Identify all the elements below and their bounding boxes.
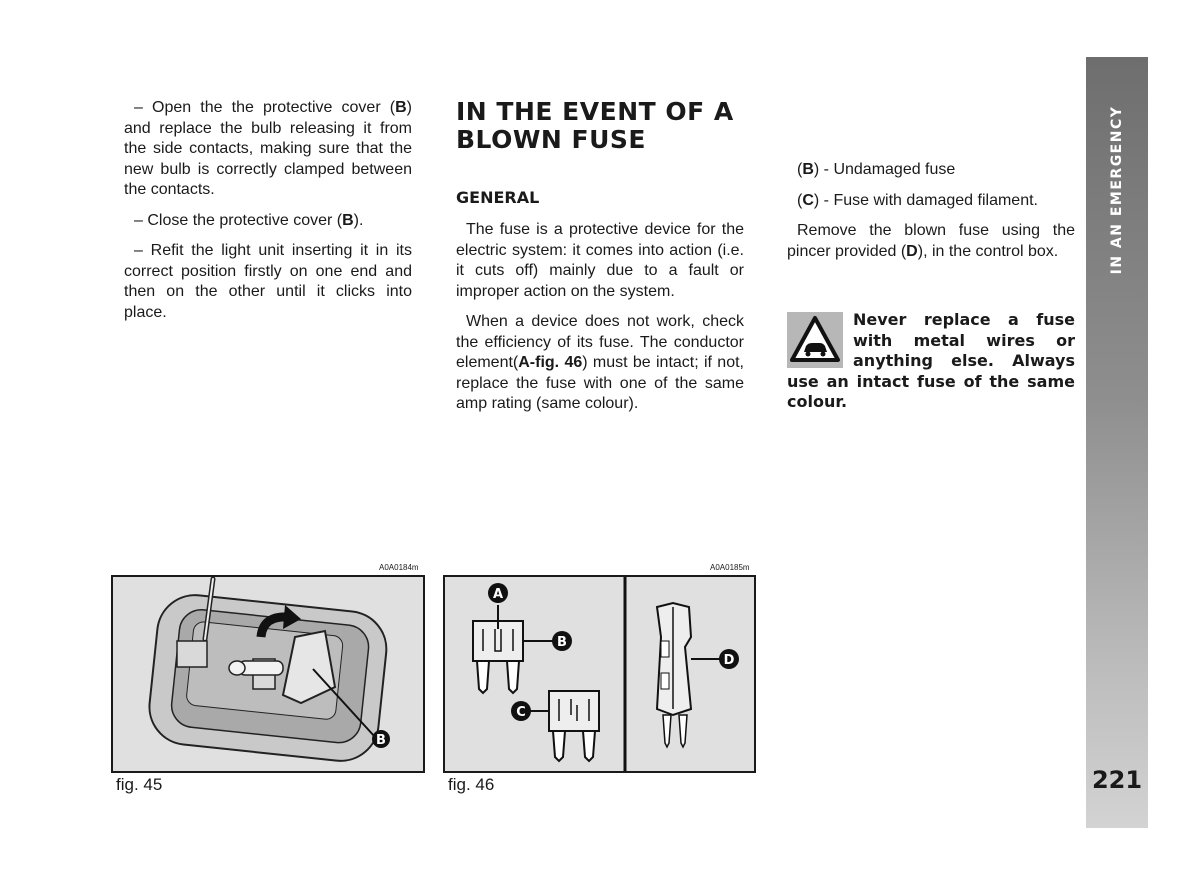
figure-code: A0A0184m: [379, 563, 419, 572]
figure-label: D: [723, 653, 735, 668]
section-label: IN AN EMERGENCY: [1109, 105, 1125, 275]
paragraph-check-fuse: When a device does not work, check the efficiency of its fuse. The conductor element(A-fig. 46) must be intact; if not, replace the fuse with one of the same amp rating (same colour).: [456, 313, 744, 412]
page-number: 221: [1091, 766, 1143, 794]
middle-column: [456, 98, 744, 425]
warning-text: Never replace a fuse with metal wires or anything else. Always use an intact fuse of the same colour.: [787, 310, 1075, 411]
warning-triangle-icon: [787, 312, 843, 368]
figure-code: A0A0185m: [710, 563, 750, 572]
legend-item-b: (B) - Undamaged fuse: [797, 161, 956, 178]
figure-label: B: [557, 635, 567, 650]
figure-caption: fig. 46: [448, 775, 495, 794]
section-heading: GENERAL: [456, 188, 540, 207]
fuse-damaged: [529, 691, 599, 761]
figure-label: C: [516, 705, 526, 720]
page-title: IN THE EVENT OF A BLOWN FUSE: [456, 97, 734, 154]
figure-label: B: [376, 733, 386, 748]
warning-box: [787, 310, 1075, 413]
paragraph-open-cover: – Open the the protective cover (B) and replace the bulb releasing it from the side contacts, making sure that the new bulb is correctly clamped between the contacts.: [124, 99, 412, 198]
fuse-puller: [657, 603, 721, 747]
figure-45: [111, 575, 425, 773]
paragraph-refit: – Refit the light unit inserting it in its correct position firstly on one end and then on the other until it clicks into place.: [124, 242, 412, 321]
fuse-undamaged: [473, 605, 553, 693]
left-column: [124, 98, 412, 333]
paragraph-close-cover: – Close the protective cover (B).: [134, 211, 364, 229]
right-column: [787, 160, 1075, 413]
paragraph-remove-fuse: Remove the blown fuse using the pincer provided (D), in the control box.: [787, 222, 1075, 260]
figure-caption: fig. 45: [116, 775, 163, 794]
legend-item-c: (C) - Fuse with damaged filament.: [797, 191, 1038, 209]
figure-label: A: [492, 587, 504, 602]
figure-46: [443, 575, 756, 773]
paragraph-fuse-definition: The fuse is a protective device for the electric system: it comes into action (i.e. it cuts off) mainly due to a fault or improper action on the system.: [456, 221, 744, 300]
